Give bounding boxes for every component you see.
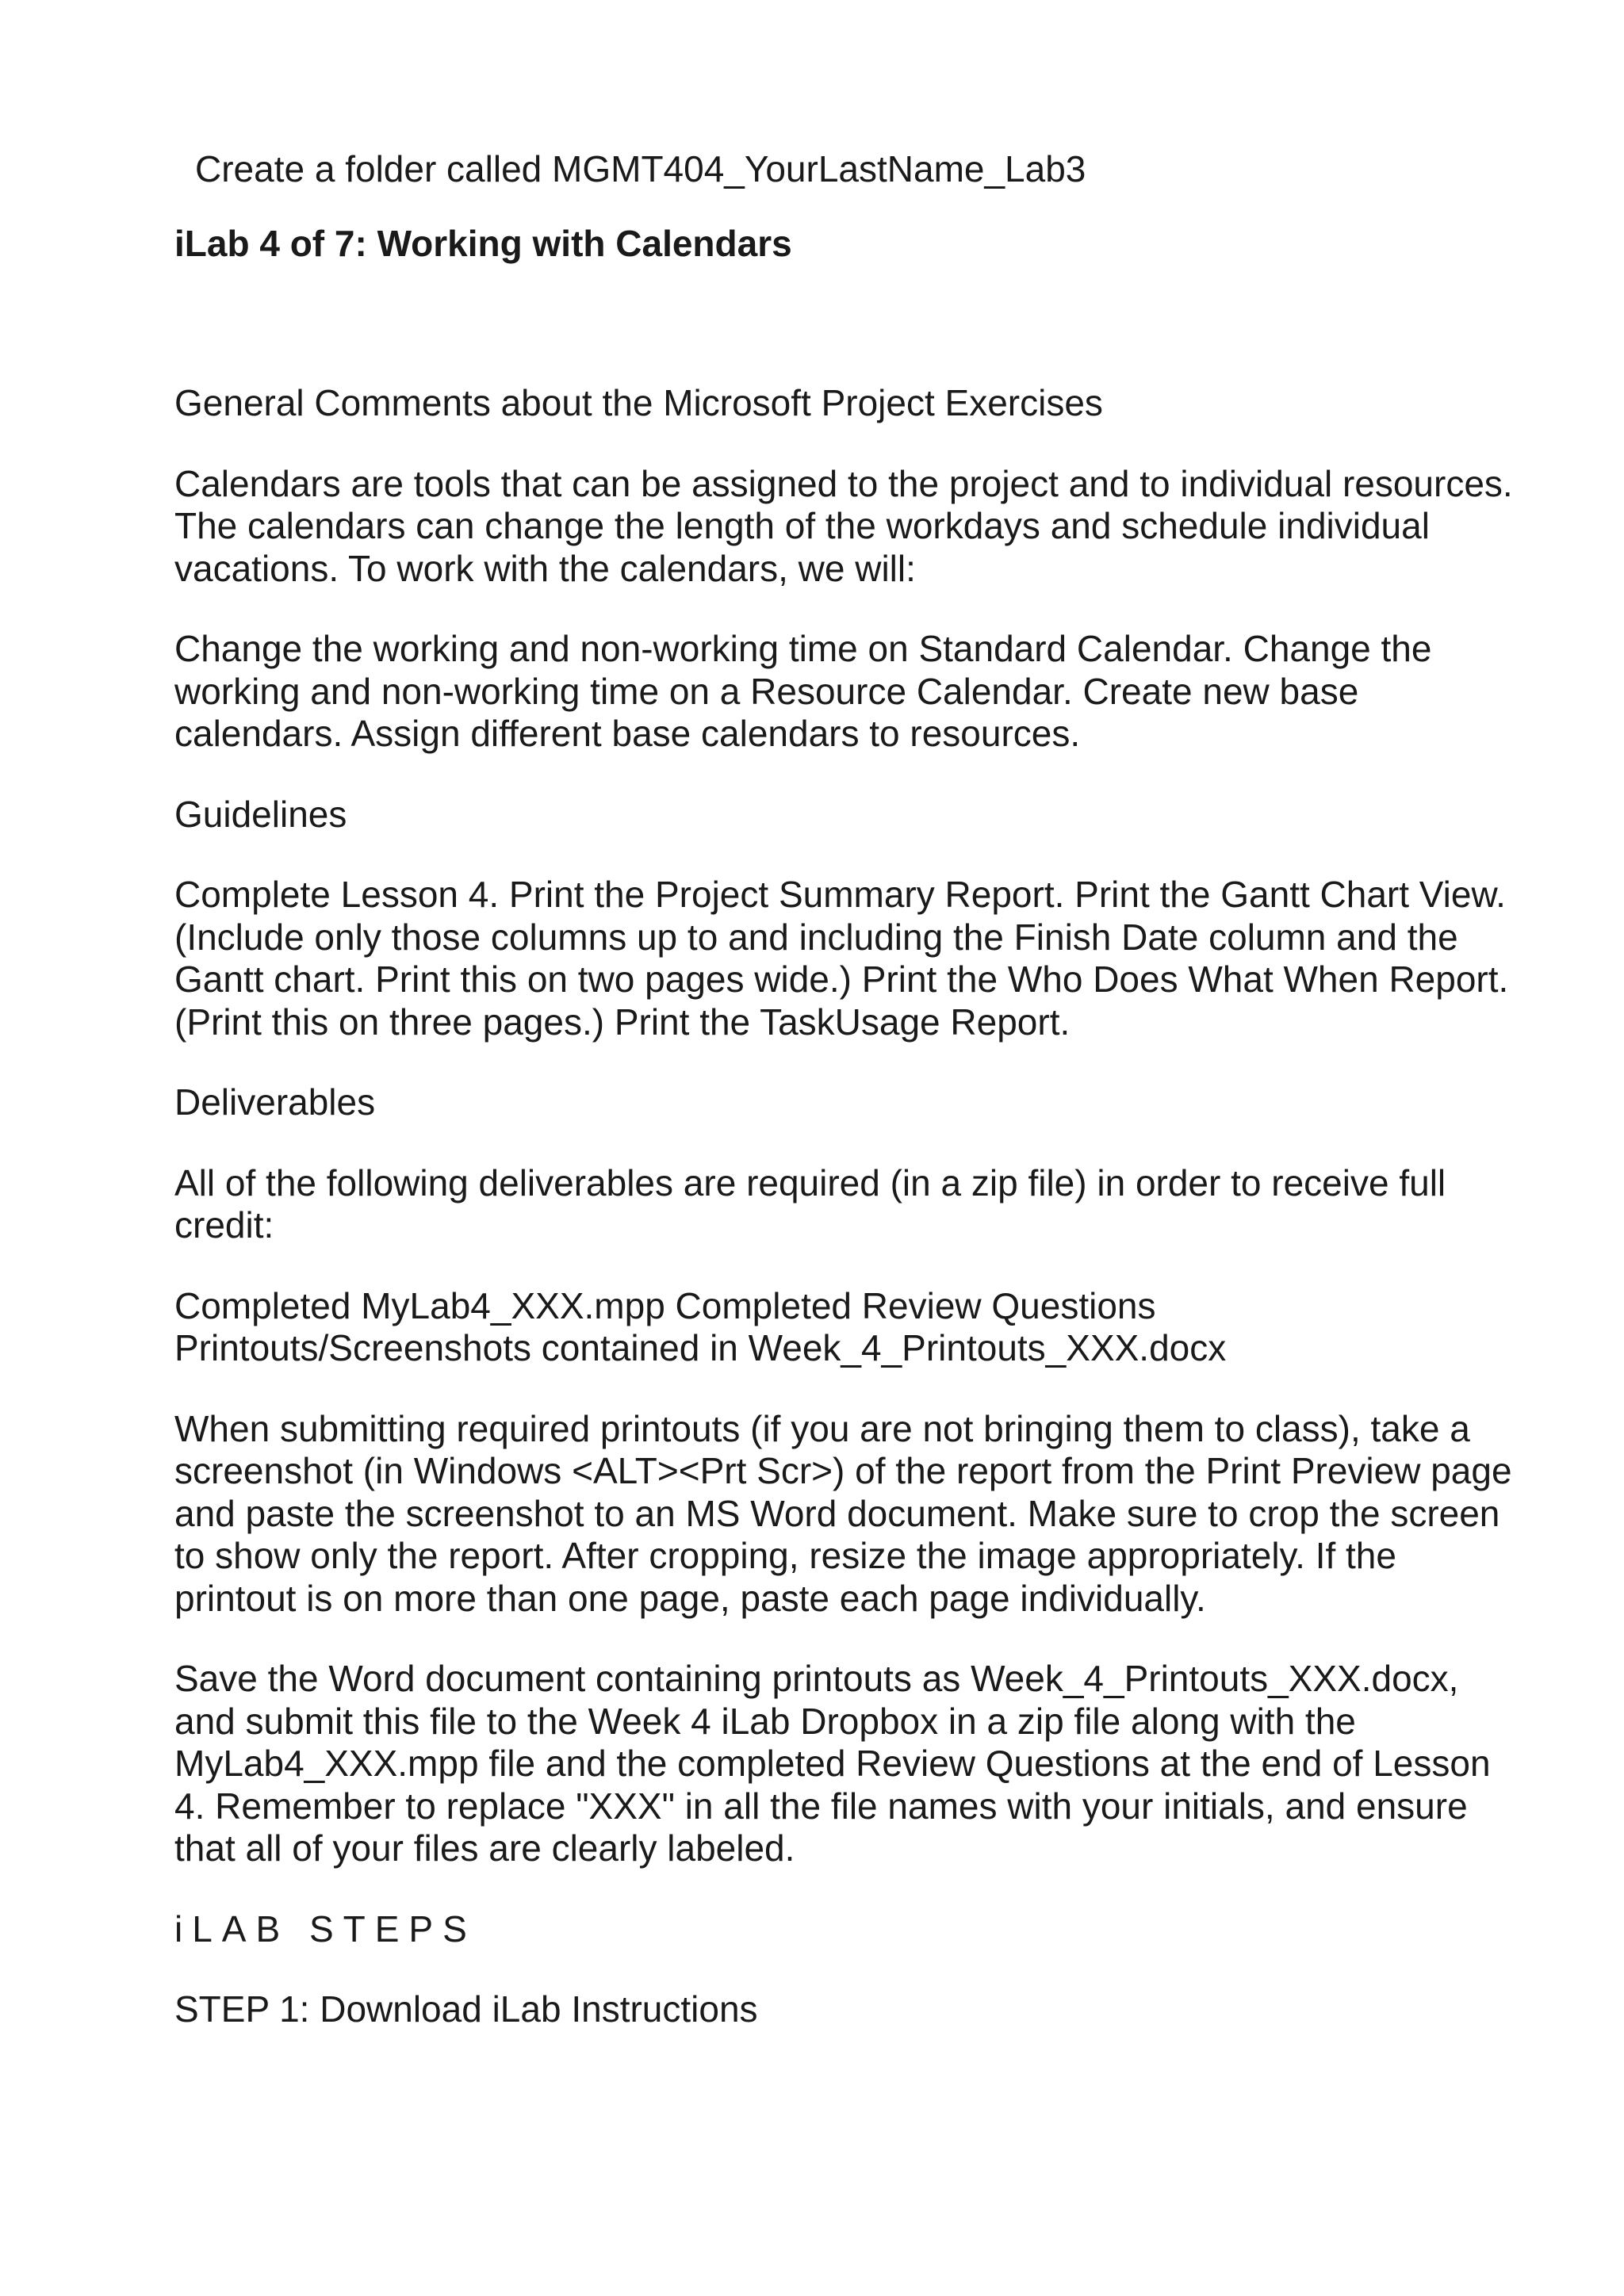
ilab-steps-heading: iLAB STEPS	[174, 1908, 477, 1950]
calendars-tasks-paragraph: Change the working and non-working time on Standard Calendar. Change the working and non-working time on a Resource Calendar. Create new base calendars. Assign different base calendars to resources.	[174, 628, 1432, 754]
general-comments-heading: General Comments about the Microsoft Project Exercises	[174, 382, 1103, 423]
deliverables-list-paragraph: Completed MyLab4_XXX.mpp Completed Review Questions Printouts/Screenshots contained in Week_4_Printouts_XXX.docx	[174, 1284, 1227, 1368]
calendars-intro-paragraph: Calendars are tools that can be assigned to the project and to individual resources. The calendars can change the length of the workdays and schedule individual vacations. To work with the calendars, we will:	[174, 462, 1513, 589]
save-document-paragraph: Save the Word document containing printouts as Week_4_Printouts_XXX.docx, and submit this file to the Week 4 iLab Dropbox in a zip file along with the MyLab4_XXX.mpp file and the completed Review Questions at the end of Lesson 4. Remember to replace "XXX" in all the file names with your initials, and ensure that all of your files are clearly labeled.	[174, 1658, 1491, 1869]
document-body	[174, 147, 1522, 2069]
deliverables-intro-paragraph: All of the following deliverables are required (in a zip file) in order to receive full credit:	[174, 1161, 1446, 1246]
guidelines-paragraph: Complete Lesson 4. Print the Project Summary Report. Print the Gantt Chart View. (Include only those columns up to and including the Finish Date column and the Gantt chart. Print this on two pages wide.) Print the Who Does What When Report. (Print this on three pages.) Print the TaskUsage Report.	[174, 874, 1509, 1043]
guidelines-heading: Guidelines	[174, 793, 347, 835]
submit-printouts-paragraph: When submitting required printouts (if you are not bringing them to class), take a screenshot (in Windows <ALT><Prt Scr>) of the report from the Print Preview page and paste the screenshot to an MS Word document. Make sure to crop the screen to show only the report. After cropping, resize the image appropriately. If the printout is on more than one page, paste each page individually.	[174, 1407, 1512, 1619]
deliverables-heading: Deliverables	[174, 1081, 376, 1123]
page-title: iLab 4 of 7: Working with Calendars	[174, 223, 792, 264]
folder-instruction: Create a folder called MGMT404_YourLastName_Lab3	[195, 148, 1086, 189]
step-1-heading: STEP 1: Download iLab Instructions	[174, 1988, 758, 2030]
